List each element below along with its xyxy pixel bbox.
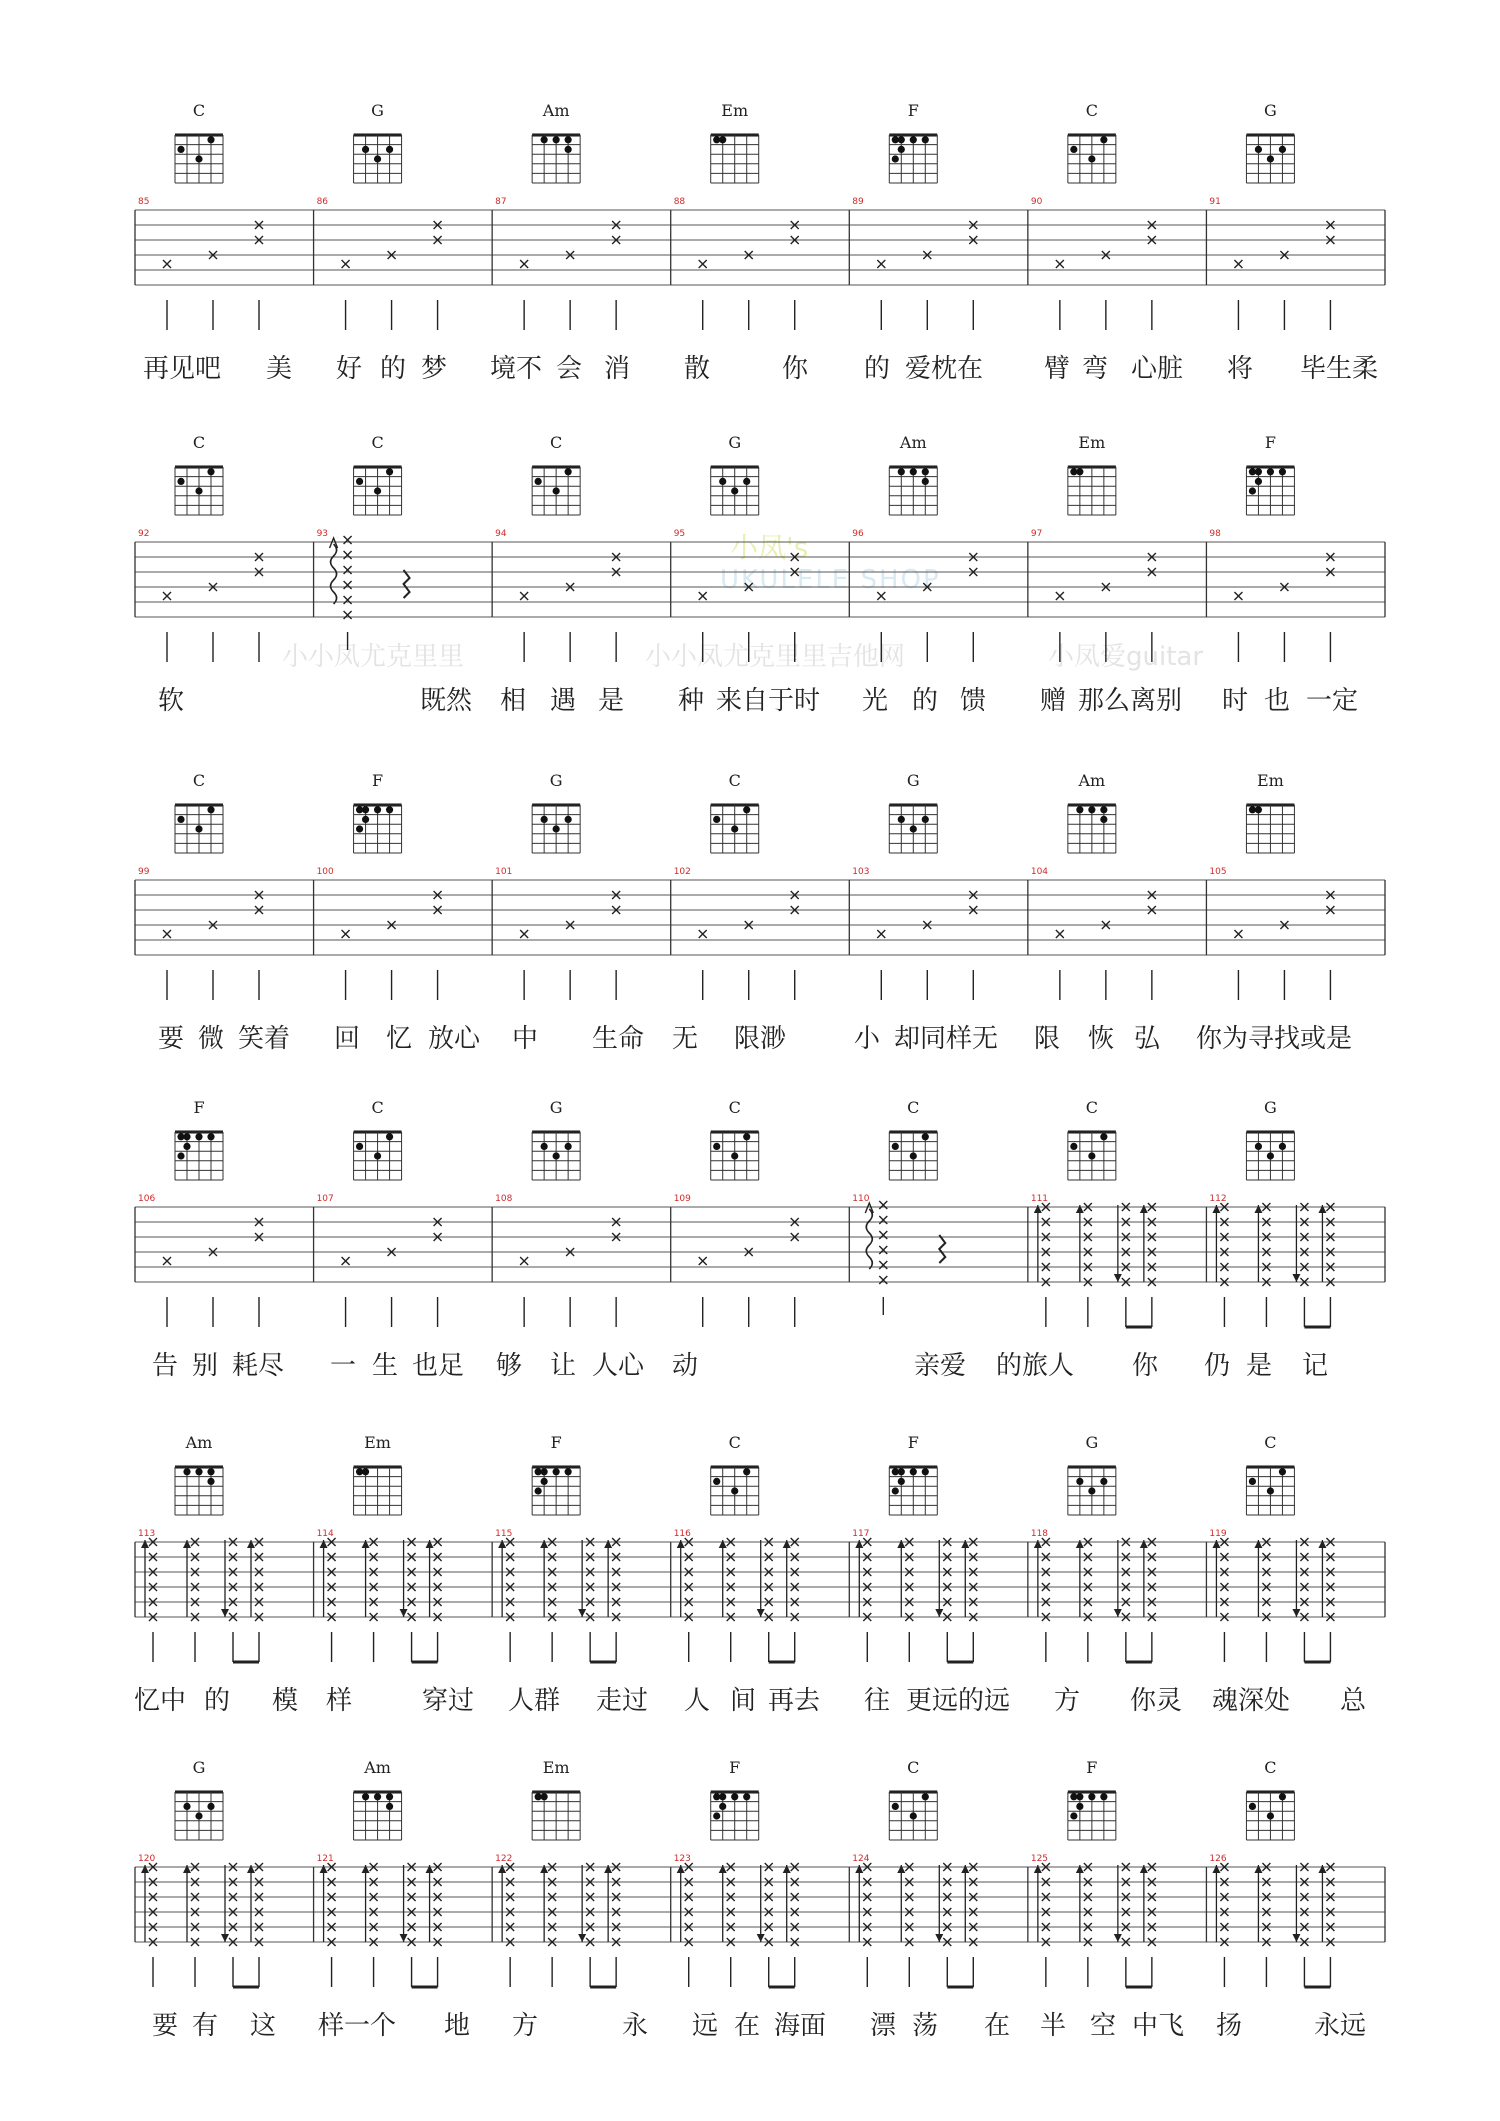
chord-name: C <box>192 771 206 790</box>
lyric-text: 往 <box>864 1686 891 1716</box>
lyric-text: 中 <box>512 1024 539 1054</box>
chord-name: G <box>549 771 563 790</box>
measure-number: 117 <box>852 1529 870 1539</box>
chord-name: F <box>193 1098 205 1117</box>
measure-number: 107 <box>316 1194 334 1204</box>
measure-number: 104 <box>1030 867 1049 877</box>
lyric-text: 远 <box>692 2011 719 2041</box>
chord-name: Am <box>542 101 570 120</box>
measure-number: 108 <box>495 1194 513 1204</box>
chord-name: G <box>1264 1098 1277 1117</box>
lyric-text: 的旅人 <box>996 1351 1075 1381</box>
lyric-text: 梦 <box>421 354 448 384</box>
watermark-wechat: 小小凤尤克里里吉他网 <box>645 642 906 672</box>
lyric-text: 你 <box>782 354 809 384</box>
lyric-text: 永 <box>622 2011 649 2041</box>
measure-number: 124 <box>852 1854 870 1864</box>
lyric-text: 心脏 <box>1131 354 1184 384</box>
chord-name: Am <box>1078 771 1106 790</box>
lyric-text: 要 <box>158 1024 185 1054</box>
lyric-text: 赠 <box>1040 686 1067 716</box>
lyric-text: 耗尽 <box>232 1351 285 1381</box>
chord-name: Em <box>364 1433 391 1452</box>
lyric-text: 样一个 <box>318 2011 397 2041</box>
measure-number: 90 <box>1030 197 1043 207</box>
lyric-text: 来自于时 <box>716 686 821 716</box>
chord-name: F <box>550 1433 562 1452</box>
chord-name: Em <box>542 1758 570 1777</box>
lyric-text: 的 <box>912 686 939 716</box>
lyric-text: 漂 <box>870 2011 897 2041</box>
chord-name: C <box>371 1098 384 1117</box>
lyric-text: 放心 <box>428 1024 481 1054</box>
lyric-text: 告 <box>152 1351 179 1381</box>
lyric-text: 光 <box>862 686 889 716</box>
measure-number: 121 <box>316 1854 334 1864</box>
watermark-weibo: 小凤爱guitar <box>1048 642 1204 672</box>
lyric-text: 微 <box>198 1024 225 1054</box>
lyric-text: 弯 <box>1082 354 1109 384</box>
chord-name: G <box>371 101 384 120</box>
measure-number: 99 <box>138 867 150 877</box>
lyric-text: 馈 <box>960 686 987 716</box>
chord-name: Am <box>899 433 927 452</box>
chord-name: C <box>907 1098 920 1117</box>
lyric-text: 无 <box>672 1024 699 1054</box>
chord-name: C <box>192 101 206 120</box>
lyric-text: 半 <box>1040 2011 1067 2041</box>
lyric-text: 限渺 <box>734 1024 787 1054</box>
measure-number: 119 <box>1209 1529 1227 1539</box>
chord-name: F <box>372 771 384 790</box>
watermark-taobao: 小小凤尤克里里 <box>282 642 465 672</box>
chord-name: G <box>728 433 742 452</box>
measure-number: 113 <box>138 1529 156 1539</box>
lyric-text: 空 <box>1090 2011 1117 2041</box>
measure-number: 91 <box>1209 197 1221 207</box>
lyric-text: 间 <box>730 1686 757 1716</box>
lyric-text: 小 <box>854 1024 881 1054</box>
lyric-text: 你灵 <box>1130 1686 1183 1716</box>
lyric-text: 生 <box>372 1351 399 1381</box>
lyric-text: 要 <box>152 2011 179 2041</box>
lyric-text: 的 <box>204 1686 231 1716</box>
chord-name: C <box>907 1758 920 1777</box>
lyric-text: 模 <box>272 1686 299 1716</box>
lyric-text: 也足 <box>412 1351 465 1381</box>
measure-number: 126 <box>1209 1854 1227 1864</box>
lyric-text: 限 <box>1034 1024 1061 1054</box>
chord-name: F <box>729 1758 741 1777</box>
lyric-text: 是 <box>598 686 625 716</box>
lyric-text: 消 <box>604 354 631 384</box>
lyric-text: 人群 <box>508 1686 561 1716</box>
lyric-text: 你 <box>1132 1351 1159 1381</box>
measure-number: 106 <box>138 1194 156 1204</box>
lyric-text: 是 <box>1246 1351 1273 1381</box>
chord-name: Em <box>1256 771 1284 790</box>
watermark-brand: 小凤's <box>730 531 809 564</box>
measure-number: 116 <box>673 1529 691 1539</box>
chord-name: C <box>728 1098 741 1117</box>
lyric-text: 既然 <box>420 686 473 716</box>
lyric-text: 总 <box>1340 1686 1367 1716</box>
lyric-text: 臂 <box>1044 354 1071 384</box>
lyric-text: 仍 <box>1204 1351 1231 1381</box>
measure-number: 120 <box>138 1854 156 1864</box>
lyric-text: 生命 <box>592 1024 645 1054</box>
lyric-text: 的 <box>864 354 891 384</box>
lyric-text: 荡 <box>912 2011 939 2041</box>
lyric-text: 会 <box>556 354 583 384</box>
measure-number: 101 <box>495 867 513 877</box>
lyric-text: 却同样无 <box>894 1024 999 1054</box>
chord-name: Am <box>364 1758 391 1777</box>
measure-number: 100 <box>316 867 334 877</box>
chord-name: C <box>728 1433 741 1452</box>
lyric-text: 人心 <box>592 1351 645 1381</box>
lyric-text: 再去 <box>768 1686 821 1716</box>
measure-number: 98 <box>1209 529 1221 539</box>
lyric-text: 方 <box>512 2011 539 2041</box>
lyric-text: 样 <box>326 1686 353 1716</box>
lyric-text: 一定 <box>1306 686 1359 716</box>
lyric-text: 方 <box>1054 1686 1081 1716</box>
lyric-text: 永远 <box>1314 2011 1367 2041</box>
measure-number: 105 <box>1209 867 1227 877</box>
lyric-text: 毕生柔 <box>1300 354 1379 384</box>
lyric-text: 中飞 <box>1132 2011 1185 2041</box>
lyric-text: 走过 <box>596 1686 649 1716</box>
lyric-text: 够 <box>496 1351 523 1381</box>
lyric-text: 散 <box>684 354 711 384</box>
lyric-text: 亲爱 <box>914 1351 967 1381</box>
measure-number: 118 <box>1030 1529 1049 1539</box>
measure-number: 114 <box>316 1529 334 1539</box>
chord-name: F <box>907 1433 919 1452</box>
lyric-text: 时 <box>1222 686 1249 716</box>
lyric-text: 让 <box>550 1351 577 1381</box>
measure-number: 109 <box>673 1194 691 1204</box>
chord-name: C <box>550 433 563 452</box>
chord-name: Em <box>1078 433 1106 452</box>
chord-name: G <box>906 771 920 790</box>
measure-number: 102 <box>673 867 691 877</box>
measure-number: 112 <box>1209 1194 1227 1204</box>
chord-name: C <box>371 433 384 452</box>
chord-name: C <box>1264 1433 1277 1452</box>
chord-name: C <box>1264 1758 1277 1777</box>
lyric-text: 恢 <box>1088 1024 1115 1054</box>
measure-number: 122 <box>495 1854 513 1864</box>
lyric-text: 再见吧 <box>143 354 222 384</box>
lyric-text: 那么离别 <box>1078 686 1183 716</box>
chord-name: Em <box>721 101 749 120</box>
lyric-text: 扬 <box>1216 2011 1243 2041</box>
measure-number: 87 <box>495 197 507 207</box>
measure-number: 86 <box>316 197 329 207</box>
lyric-text: 忆中 <box>134 1686 187 1716</box>
lyric-text: 魂深处 <box>1212 1686 1291 1716</box>
chord-name: G <box>192 1758 206 1777</box>
lyric-text: 这 <box>250 2011 277 2041</box>
measure-number: 95 <box>673 529 686 539</box>
lyric-text: 相 <box>500 686 527 716</box>
chord-name: C <box>728 771 741 790</box>
measure-number: 93 <box>316 529 329 539</box>
lyric-text: 将 <box>1227 354 1254 384</box>
lyric-text: 记 <box>1302 1351 1329 1381</box>
measure-number: 123 <box>673 1854 691 1864</box>
lyric-text: 在 <box>984 2011 1011 2041</box>
lyric-text: 爱枕在 <box>905 354 984 384</box>
chord-name: C <box>1085 101 1098 120</box>
lyric-text: 地 <box>444 2011 471 2041</box>
lyric-text: 在 <box>734 2011 761 2041</box>
measure-number: 125 <box>1030 1854 1049 1864</box>
lyric-text: 忆 <box>386 1024 413 1054</box>
lyric-text: 软 <box>158 686 185 716</box>
chord-name: Am <box>185 1433 213 1452</box>
watermark-shop: UKULELE SHOP <box>720 565 941 595</box>
lyric-text: 美 <box>266 354 293 384</box>
lyric-text: 别 <box>192 1351 219 1381</box>
measure-number: 115 <box>495 1529 513 1539</box>
measure-number: 94 <box>495 529 507 539</box>
lyric-text: 种 <box>678 686 705 716</box>
lyric-text: 动 <box>672 1351 699 1381</box>
lyric-text: 的 <box>380 354 407 384</box>
lyric-text: 人 <box>684 1686 711 1716</box>
lyric-text: 境不 <box>490 354 543 384</box>
chord-name: C <box>192 433 206 452</box>
measure-number: 111 <box>1030 1194 1049 1204</box>
measure-number: 103 <box>852 867 870 877</box>
lyric-text: 弘 <box>1134 1024 1161 1054</box>
lyric-text: 一 <box>330 1351 357 1381</box>
lyric-text: 好 <box>336 354 363 384</box>
lyric-text: 有 <box>192 2011 219 2041</box>
chord-name: F <box>907 101 919 120</box>
measure-number: 92 <box>138 529 150 539</box>
measure-number: 85 <box>138 197 150 207</box>
lyric-text: 遇 <box>550 686 577 716</box>
chord-name: F <box>1086 1758 1098 1777</box>
measure-number: 89 <box>852 197 864 207</box>
lyric-text: 海面 <box>774 2011 827 2041</box>
chord-name: C <box>1085 1098 1098 1117</box>
lyric-text: 笑着 <box>238 1024 291 1054</box>
chord-name: G <box>1085 1433 1099 1452</box>
lyric-text: 你为寻找或是 <box>1196 1024 1353 1054</box>
lyric-text: 穿过 <box>422 1686 475 1716</box>
chord-name: F <box>1264 433 1276 452</box>
measure-number: 110 <box>852 1194 870 1204</box>
measure-number: 88 <box>673 197 686 207</box>
lyric-text: 更远的远 <box>906 1686 1011 1716</box>
lyric-text: 也 <box>1264 686 1291 716</box>
measure-number: 97 <box>1030 529 1043 539</box>
lyric-text: 回 <box>334 1024 361 1054</box>
chord-name: G <box>1264 101 1277 120</box>
measure-number: 96 <box>852 529 864 539</box>
chord-name: G <box>549 1098 563 1117</box>
